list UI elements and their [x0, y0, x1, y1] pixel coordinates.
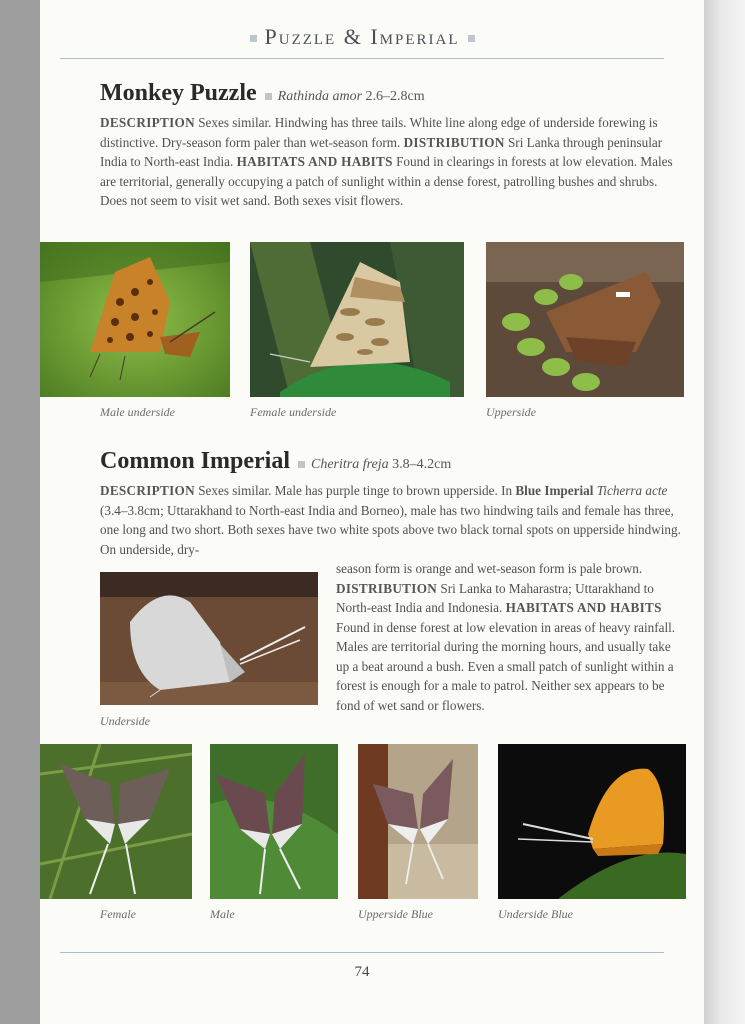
caption-female: Female — [100, 907, 136, 921]
species2-blue-label: Blue Imperial — [515, 483, 594, 498]
species2-desc-a: Sexes similar. Male has purple tinge to brown upperside. In — [198, 483, 513, 498]
photo-upperside-blue — [358, 744, 478, 899]
running-header — [60, 24, 664, 50]
caption-underside: Underside — [100, 714, 150, 728]
species1-desc: Sexes similar. Hindwing has three tails. White line along edge of underside forewing is distinctive. Dry-season form paler than wet-season form. — [100, 115, 658, 150]
header-rule — [60, 58, 664, 59]
species2-desc-c: season form is orange and wet-season form is pale brown. — [336, 561, 643, 576]
species1-latin: Rathinda amor — [277, 89, 363, 104]
species2-hab: Found in dense forest at low elevation in areas of heavy rainfall. Males are territorial during the morning hours, and usually take up a beat around a bush. Even a small patch of sunlight within a forest is enough for a male to patrol. Neither sex appears to be fond of wet sand or flowers. — [336, 619, 676, 713]
species2-body-top — [100, 481, 685, 559]
species2-blue-latin: Ticherra acte — [596, 483, 668, 498]
caption-male: Male — [210, 907, 235, 921]
header-title: Puzzle & Imperial — [264, 24, 460, 49]
species1-dist-label: DISTRIBUTION — [403, 134, 505, 150]
species2-desc-label: DESCRIPTION — [100, 483, 195, 498]
footer-rule — [60, 952, 664, 953]
species1-hab: Found in clearings in forests at low elevation. Males are territorial, generally occupying a patch of sunlight within a dense forest, patrolling bushes and shrubs. Does not seem to visit wet sand. Both sexes visit flowers. — [100, 154, 673, 208]
species1-dist: Sri Lanka through peninsular India to North-east India. — [100, 134, 663, 169]
photo-male-underside — [40, 242, 230, 397]
caption-male-underside: Male underside — [100, 405, 175, 419]
species1-size: 2.6–2.8cm — [365, 89, 425, 104]
header-square-left — [250, 35, 257, 42]
species1-square — [265, 93, 272, 100]
species1-body — [100, 113, 685, 211]
species2-hab-label: HABITATS AND HABITS — [505, 600, 662, 615]
photo-male — [210, 744, 338, 899]
photo-upperside — [486, 242, 684, 397]
page-number: 74 — [354, 964, 370, 980]
book-spine — [704, 0, 745, 1024]
species2-size: 3.8–4.2cm — [392, 457, 452, 472]
species1-heading — [100, 80, 680, 107]
species1-desc-label: DESCRIPTION — [100, 115, 195, 130]
species2-name: Common Imperial — [100, 448, 290, 474]
species1-hab-label: HABITATS AND HABITS — [236, 154, 393, 169]
species2-desc-b: (3.4–3.8cm; Uttarakhand to North-east India and Borneo), male has two hindwing tails and female has three, one long and two short. Both sexes have two white spots above two black tornal spots on upperside hindwing. On underside, dry- — [100, 502, 681, 557]
species1-name: Monkey Puzzle — [100, 80, 257, 106]
species2-square — [298, 461, 305, 468]
photo-female-underside — [250, 242, 464, 397]
caption-upperside: Upperside — [486, 405, 536, 419]
header-square-right — [468, 35, 475, 42]
photo-underside — [100, 572, 318, 705]
species2-dist: Sri Lanka to Maharastra; Uttarakhand to North-east India and Indonesia. — [336, 580, 654, 615]
caption-underside-blue: Underside Blue — [498, 907, 573, 921]
caption-upperside-blue: Upperside Blue — [358, 907, 433, 921]
photo-underside-blue — [498, 744, 686, 899]
species2-body-right — [336, 559, 686, 715]
species2-dist-label: DISTRIBUTION — [336, 580, 438, 596]
photo-female — [40, 744, 192, 899]
caption-female-underside: Female underside — [250, 405, 337, 419]
species2-heading — [100, 448, 680, 475]
species2-latin: Cheritra freja — [310, 457, 389, 472]
